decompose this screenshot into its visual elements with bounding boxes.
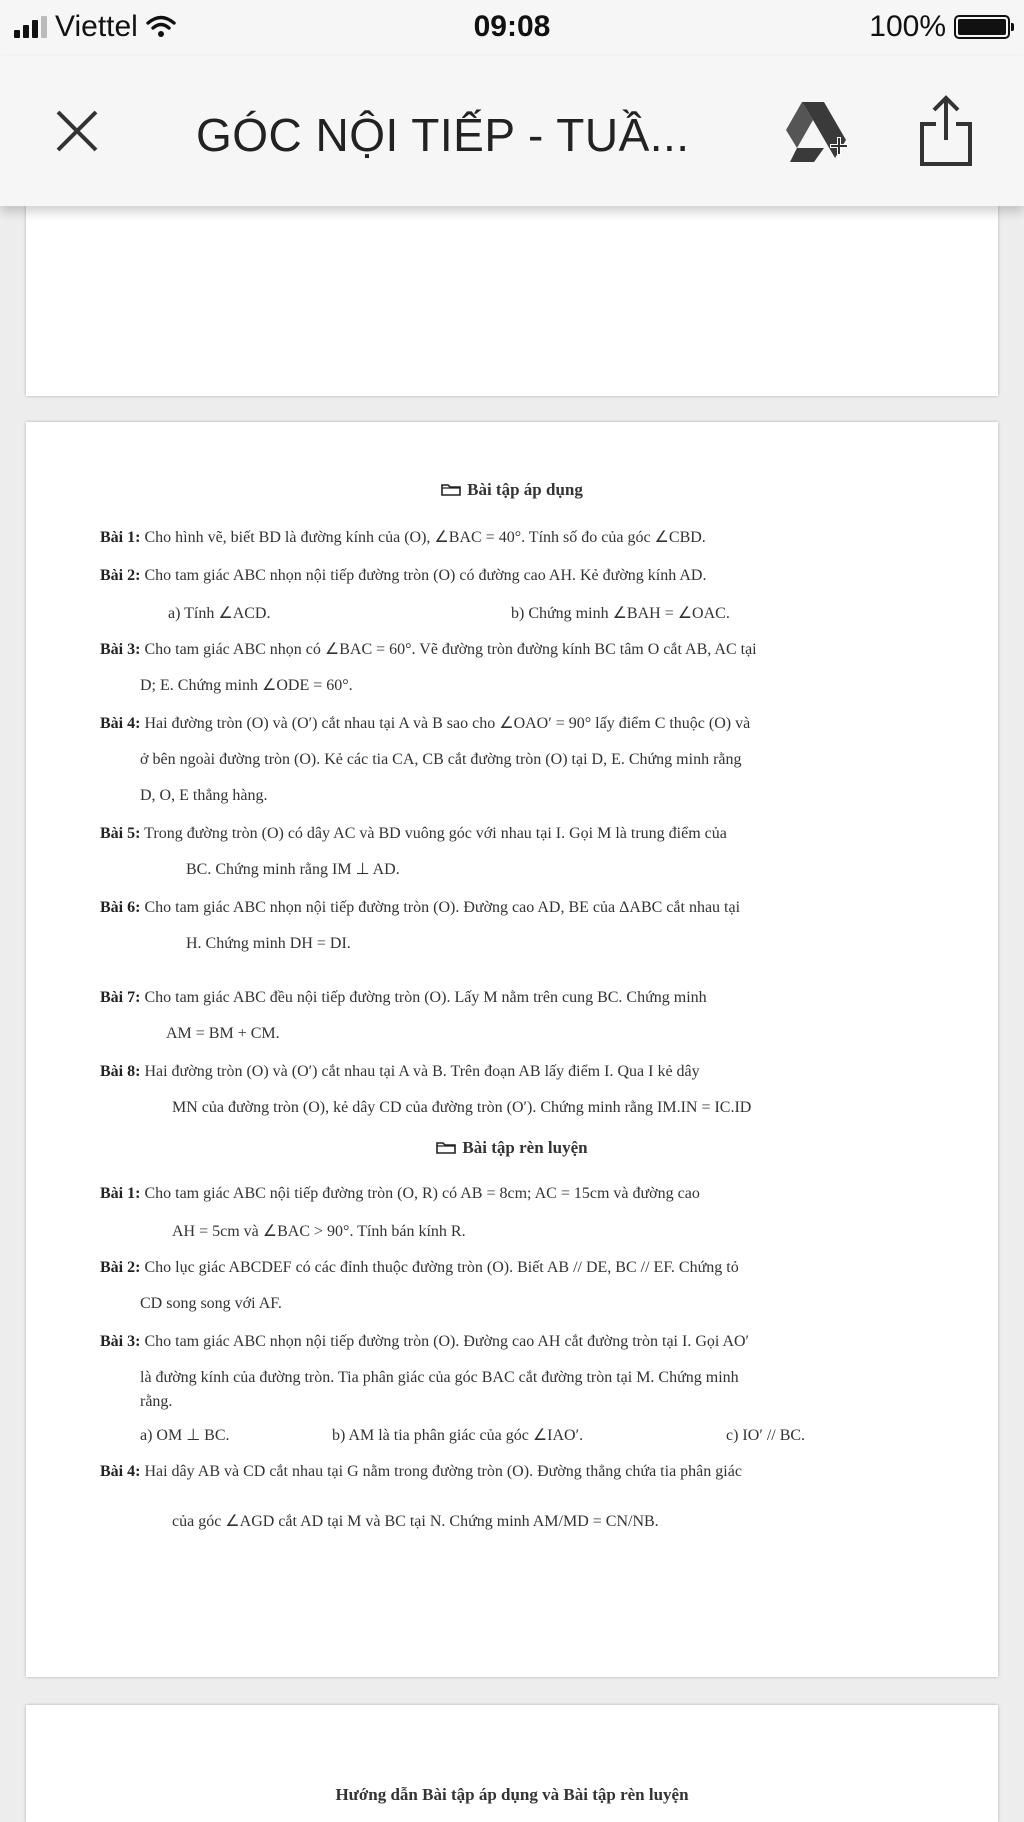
close-icon[interactable] [50,104,104,158]
exercise-line: Bài 7: Cho tam giác ABC đều nội tiếp đường tròn (O). Lấy M nằm trên cung BC. Chứng minh [100,989,707,1006]
wifi-icon [146,15,176,39]
section-title: Bài tập áp dụng [26,480,998,500]
exercise-line: Bài 2: Cho tam giác ABC nhọn nội tiếp đường tròn (O) có đường cao AH. Kẻ đường kính AD. [100,567,707,584]
clock: 09:08 [473,10,551,43]
exercise-line: Bài 2: Cho lục giác ABCDEF có các đỉnh thuộc đường tròn (O). Biết AB // DE, BC // EF. Chứng tỏ [100,1259,739,1276]
exercise-line: a) OM ⊥ BC. [140,1427,230,1444]
exercise-line: là đường kính của đường tròn. Tia phân giác của góc BAC cắt đường tròn tại M. Chứng minh [140,1369,739,1386]
share-icon[interactable] [918,94,974,168]
exercise-line: Bài 3: Cho tam giác ABC nhọn nội tiếp đường tròn (O). Đường cao AH cắt đường tròn tại I. Gọi AO′ [100,1333,750,1350]
carrier-label: Viettel [55,10,138,43]
exercise-line: MN của đường tròn (O), kẻ dây CD của đường tròn (O′). Chứng minh rằng IM.IN = IC.ID [172,1099,752,1116]
exercise-line: Bài 1: Cho hình vẽ, biết BD là đường kính của (O), ∠BAC = 40°. Tính số đo của góc ∠CBD. [100,529,706,546]
exercise-line: c) IO′ // BC. [726,1427,806,1444]
exercise-line: rằng. [140,1393,173,1410]
exercise-line: Bài 1: Cho tam giác ABC nội tiếp đường tròn (O, R) có AB = 8cm; AC = 15cm và đường cao [100,1185,700,1202]
exercise-line: Bài 4: Hai đường tròn (O) và (O′) cắt nhau tại A và B sao cho ∠OAO′ = 90° lấy điểm C thuộc (O) và [100,715,751,732]
status-left [14,10,176,44]
document-page [26,200,998,396]
document-title: GÓC NỘI TIẾP - TUẦ... [196,109,690,161]
exercise-line: a) Tính ∠ACD. [168,605,271,622]
exercise-line: Bài 4: Hai dây AB và CD cắt nhau tại G nằm trong đường tròn (O). Đường thẳng chứa tia phân giác [100,1463,742,1480]
document-page [26,1705,998,1822]
add-to-drive-icon[interactable] [780,96,852,168]
section-title: Hướng dẫn Bài tập áp dụng và Bài tập rèn luyện [335,1785,689,1804]
exercise-line: AH = 5cm và ∠BAC > 90°. Tính bán kính R. [172,1223,466,1240]
signal-icon [14,16,47,38]
exercise-line: Bài 8: Hai đường tròn (O) và (O′) cắt nhau tại A và B. Trên đoạn AB lấy điểm I. Qua I kẻ dây [100,1063,700,1080]
exercise-line: Bài 5: Trong đường tròn (O) có dây AC và BD vuông góc với nhau tại I. Gọi M là trung điểm của [100,825,727,842]
exercise-line: Bài 6: Cho tam giác ABC nhọn nội tiếp đường tròn (O). Đường cao AD, BE của ΔABC cắt nhau tại [100,899,741,916]
document-page [26,422,998,1677]
exercise-line: b) AM là tia phân giác của góc ∠IAO′. [332,1427,584,1444]
exercise-line: của góc ∠AGD cắt AD tại M và BC tại N. Chứng minh AM/MD = CN/NB. [172,1513,659,1530]
exercise-line: H. Chứng minh DH = DI. [186,935,351,952]
status-bar [0,0,1024,56]
battery-icon [954,15,1010,39]
section-title: Bài tập rèn luyện [26,1138,998,1158]
battery-percent: 100% [869,10,946,43]
folder-icon [441,483,461,496]
exercise-line: ở bên ngoài đường tròn (O). Kẻ các tia CA, CB cắt đường tròn (O) tại D, E. Chứng minh rằng [140,751,742,768]
viewer-toolbar [0,56,1024,206]
exercise-line: CD song song với AF. [140,1295,282,1312]
exercise-line: b) Chứng minh ∠BAH = ∠OAC. [511,605,730,622]
exercise-line: D, O, E thẳng hàng. [140,787,268,804]
exercise-line: AM = BM + CM. [166,1025,280,1042]
exercise-line: Bài 3: Cho tam giác ABC nhọn có ∠BAC = 60°. Vẽ đường tròn đường kính BC tâm O cắt AB, AC tại [100,641,757,658]
page-content [26,422,998,1677]
exercise-line: BC. Chứng minh rằng IM ⊥ AD. [186,861,400,878]
exercise-line: D; E. Chứng minh ∠ODE = 60°. [140,677,353,694]
status-right [869,10,1010,44]
folder-icon [436,1141,456,1154]
